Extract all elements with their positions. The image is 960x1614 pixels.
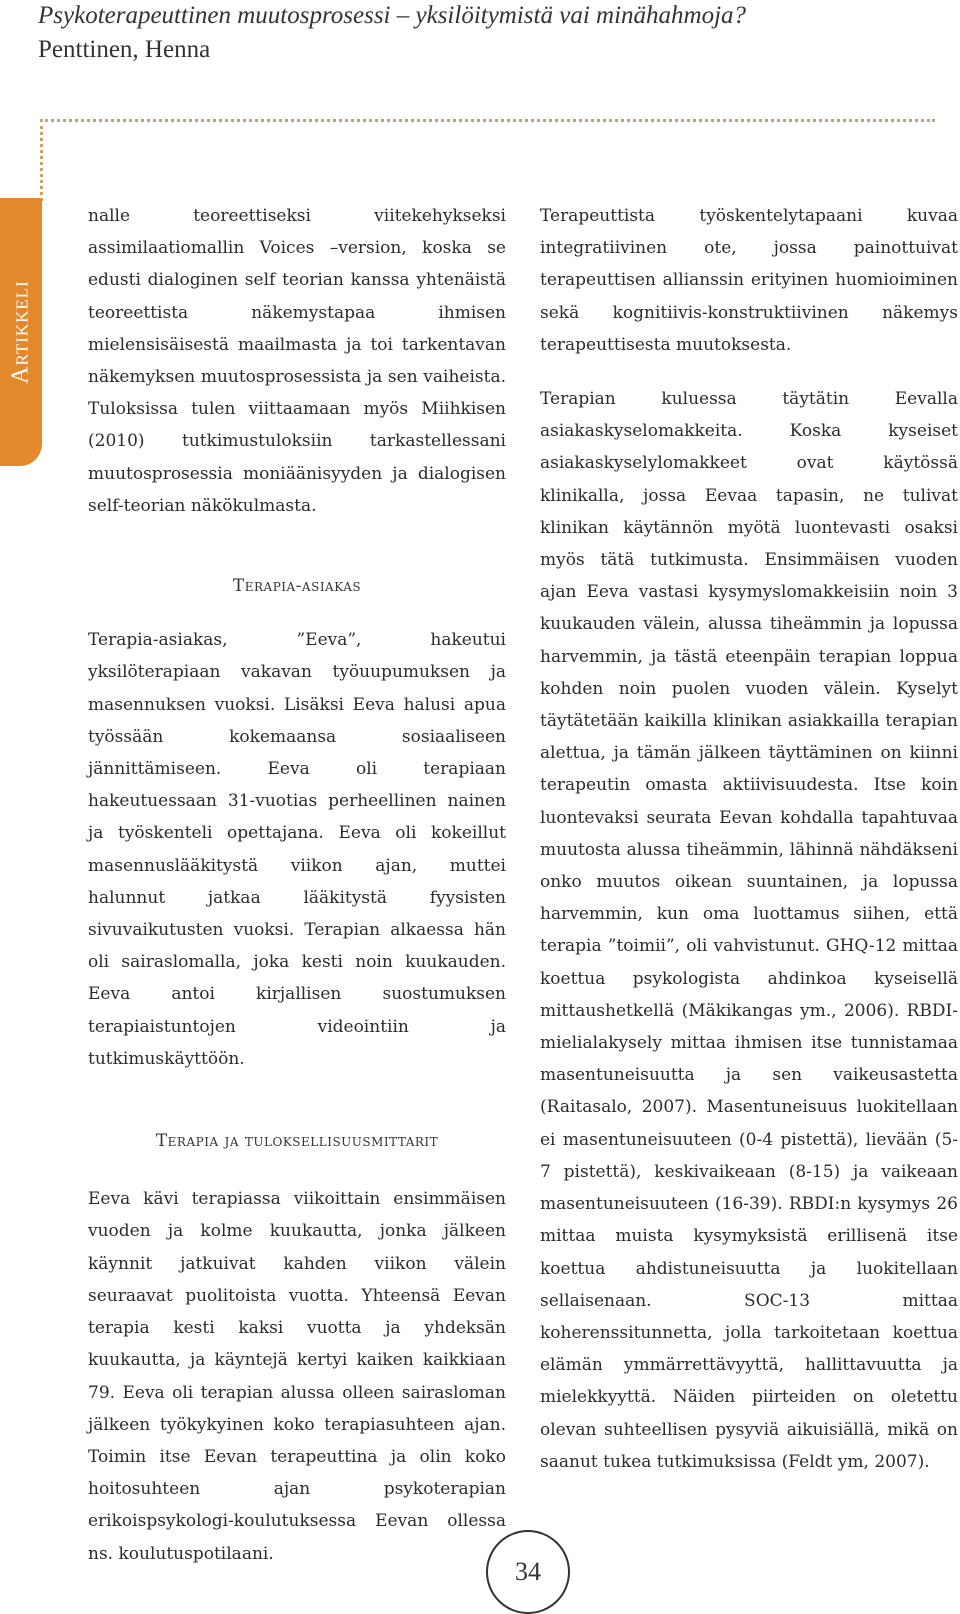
page-number: 34 bbox=[515, 1557, 541, 1586]
dotted-rule-left bbox=[40, 119, 43, 201]
right-paragraph-2: Terapian kuluessa täytätin Eevalla asiakaskyselomakkeita. Koska kyseiset asiakaskyselylomakkeet ovat käytössä klinikalla, jossa Eevaa tapasin, ne tulivat klinikan käytännön myötä luontevasti osaksi myös tätä tutkimusta. Ensimmäisen vuoden ajan Eeva vastasi kysymyslomakkeisiin noin 3 kuukauden välein, alussa tiheämmin ja lopussa harvemmin, ja tästä eteenpäin terapian loppua kohden noin puolen vuoden välein. Kyselyt täytätetään kaikilla klinikan asiakkailla terapian alettua, ja tämän jälkeen täyttäminen on kiinni terapeutin omasta aktiivisuudesta. Itse koin luontevaksi seurata Eevan kohdalla tapahtuvaa muutosta alussa tiheämmin, lähinnä nähdäkseni onko muutos oikean suuntainen, ja lopussa harvemmin, kun oma luottamus siihen, että terapia ”toimii”, oli vahvistunut. GHQ-12 mittaa koettua psykologista ahdinkoa kyseisellä mittaushetkellä (Mäkikangas ym., 2006). RBDI-mielialakysely mittaa ihmisen itse tunnistamaa masentuneisuutta ja sen vaikeusastetta (Raitasalo, 2007). Masentuneisuus luokitellaan ei masentuneisuuteen (0-4 pistettä), lievään (5-7 pistettä), keskivaikeaan (8-15) ja vaikeaan masentuneisuuteen (16-39). RBDI:n kysymys 26 mittaa muista kysymyksistä erillisenä itse koettua ahdistuneisuutta ja luokitellaan sellaisenaan. SOC-13 mittaa koherenssitunnetta, jolla tarkoitetaan koettua elämän ymmärrettävyyttä, hallittavuutta ja mielekkyyttä. Näiden piirteiden on oletettu olevan suhteellisen pysyviä aikuisiällä, mikä on saanut tukea tutkimuksissa (Feldt ym, 2007). bbox=[540, 389, 958, 1472]
section-heading-terapia-asiakas: Terapia-asiakas bbox=[232, 576, 362, 597]
section-heading-tuloksellisuusmittarit: Terapia ja tuloksellisuusmittarit bbox=[155, 1131, 439, 1152]
left-column bbox=[88, 200, 506, 1570]
side-tab-label: Artikkeli bbox=[7, 280, 34, 384]
right-column bbox=[540, 200, 958, 1500]
page-number-circle bbox=[486, 1530, 570, 1614]
section-side-tab bbox=[0, 198, 42, 466]
left-paragraph-2: Terapia-asiakas, ”Eeva”, hakeutui yksilöterapiaan vakavan työuupumuksen ja masennuksen vuoksi. Lisäksi Eeva halusi apua työssään kokemaansa sosiaaliseen jännittämiseen. Eeva oli terapiaan hakeutuessaan 31-vuotias perheellinen nainen ja työskenteli opettajana. Eeva oli kokeillut masennuslääkitystä viikon ajan, muttei halunnut jatkaa lääkitystä fyysisten sivuvaikutusten vuoksi. Terapian alkaessa hän oli sairaslomalla, joka kesti noin kuukauden. Eeva antoi kirjallisen suostumuksen terapiaistuntojen videointiin ja tutkimuskäyttöön. bbox=[88, 630, 506, 1069]
left-paragraph-1: nalle teoreettiseksi viitekehykseksi assimilaatiomallin Voices –version, koska se edusti dialoginen self teorian kanssa yhtenäistä teoreettista näkemystapaa ihmisen mielensisäisestä maailmasta ja toi tarkentavan näkemyksen muutosprosessista ja sen vaiheista. Tuloksissa tulen viittaamaan myös Miihkisen (2010) tutkimustuloksiin tarkastellessani muutosprosessia moniäänisyyden ja dialogisen self-teorian näkökulmasta. bbox=[88, 206, 506, 516]
dotted-rule-top bbox=[40, 119, 935, 122]
running-header-author: Penttinen, Henna bbox=[38, 36, 211, 63]
left-paragraph-3: Eeva kävi terapiassa viikoittain ensimmäisen vuoden ja kolme kuukautta, jonka jälkeen käynnit jatkuivat kahden viikon välein seuraavat puolitoista vuotta. Yhteensä Eevan terapia kesti kaksi vuotta ja yhdeksän kuukautta, ja käyntejä kertyi kaiken kaikkiaan 79. Eeva oli terapian alussa olleen sairasloman jälkeen työkykyinen koko terapiasuhteen ajan. Toimin itse Eevan terapeuttina ja olin koko hoitosuhteen ajan psykoterapian erikoispsykologi-koulutuksessa Eevan ollessa ns. koulutuspotilaani. bbox=[88, 1189, 506, 1564]
right-paragraph-1: Terapeuttista työskentelytapaani kuvaa integratiivinen ote, jossa painottuivat terapeuttisen allianssin erityinen huomioiminen sekä kognitiivis-konstruktiivinen näkemys terapeuttisesta muutoksesta. bbox=[540, 206, 958, 355]
running-header-title: Psykoterapeuttinen muutosprosessi – yksilöitymistä vai minähahmoja? bbox=[38, 2, 747, 29]
